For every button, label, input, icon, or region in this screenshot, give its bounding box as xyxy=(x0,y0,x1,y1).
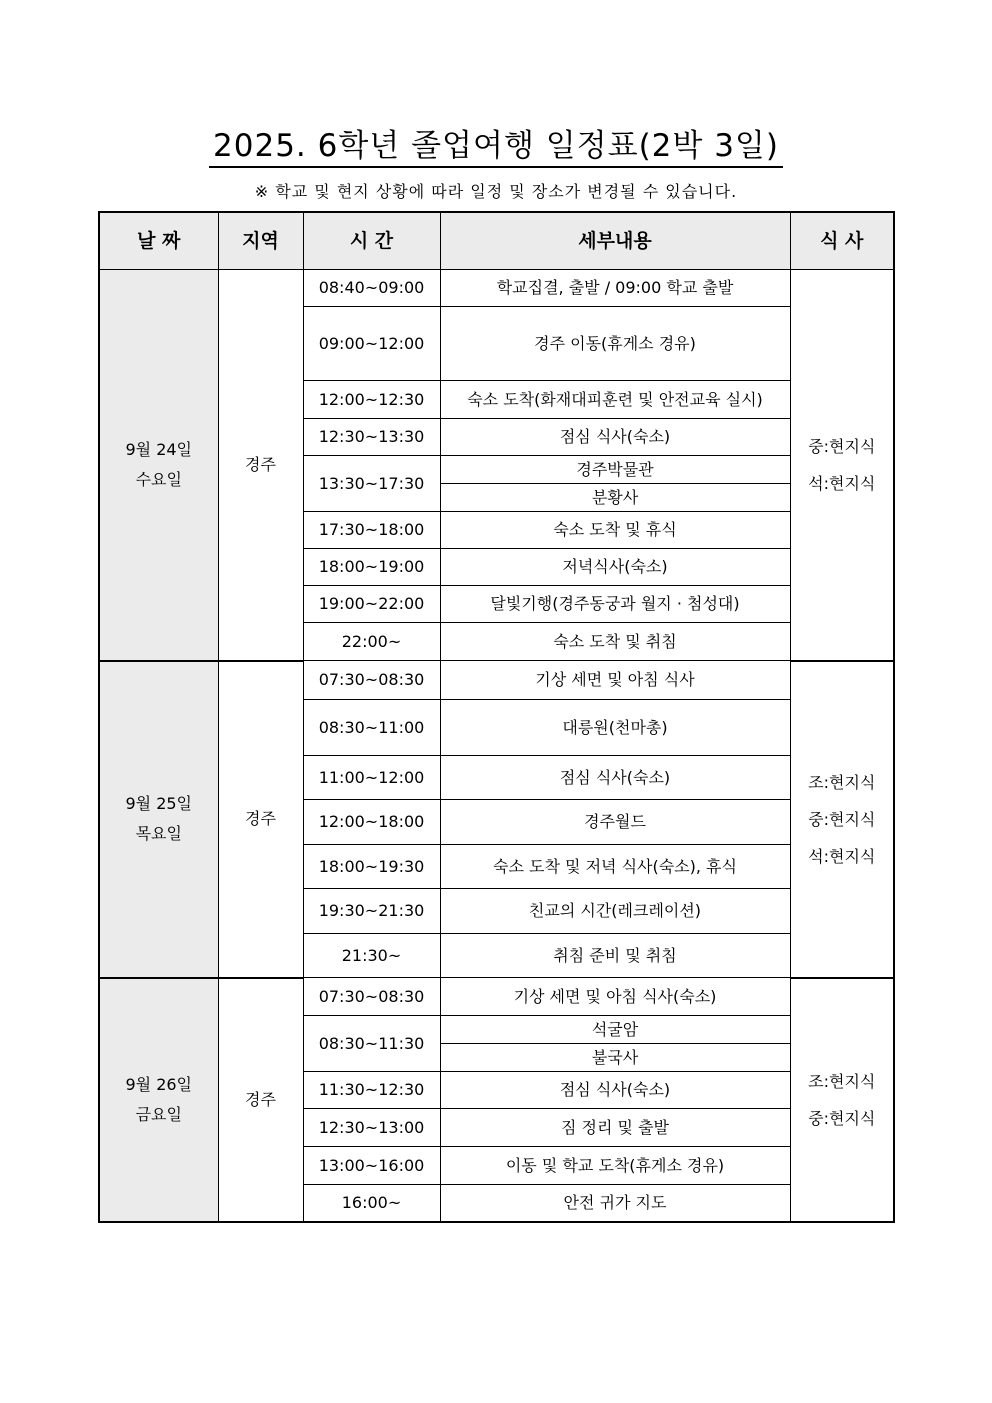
date-text: 9월 24일 xyxy=(125,439,193,459)
time-cell: 07:30~08:30 xyxy=(303,661,440,700)
schedule-body xyxy=(99,270,894,1222)
time-cell: 08:30~11:30 xyxy=(303,1016,440,1072)
activity-cell: 숙소 도착(화재대피훈련 및 안전교육 실시) xyxy=(440,381,790,419)
time-cell: 18:00~19:30 xyxy=(303,845,440,889)
header-row xyxy=(99,212,894,270)
date-cell xyxy=(99,978,218,1222)
activity-cell: 경주 이동(휴게소 경유) xyxy=(440,307,790,381)
time-cell: 12:30~13:30 xyxy=(303,419,440,456)
time-cell: 21:30~ xyxy=(303,934,440,978)
activity-cell: 달빛기행(경주동궁과 월지 · 첨성대) xyxy=(440,586,790,623)
date-text: 9월 26일 xyxy=(125,1074,193,1094)
time-cell: 22:00~ xyxy=(303,623,440,661)
time-cell: 18:00~19:00 xyxy=(303,549,440,586)
time-cell: 12:00~12:30 xyxy=(303,381,440,419)
date-text: 9월 25일 xyxy=(125,794,193,813)
meal-text: 중:현지식 xyxy=(808,809,876,829)
activity-cell: 대릉원(천마총) xyxy=(440,700,790,756)
time-cell: 12:00~18:00 xyxy=(303,800,440,845)
region-cell: 경주 xyxy=(218,661,303,978)
weekday-text: 수요일 xyxy=(135,469,182,489)
header-time: 시 간 xyxy=(303,212,440,270)
time-cell: 16:00~ xyxy=(303,1185,440,1222)
activity-cell: 불국사 xyxy=(440,1044,790,1072)
activity-cell: 안전 귀가 지도 xyxy=(440,1185,790,1222)
time-cell: 09:00~12:00 xyxy=(303,307,440,381)
activity-cell: 점심 식사(숙소) xyxy=(440,756,790,800)
header-date: 날 짜 xyxy=(99,212,218,270)
header-region: 지역 xyxy=(218,212,303,270)
weekday-text: 금요일 xyxy=(135,1104,182,1124)
meal-cell xyxy=(790,661,894,978)
activity-cell: 경주월드 xyxy=(440,800,790,845)
meal-text: 중:현지식 xyxy=(808,436,876,456)
activity-cell: 숙소 도착 및 취침 xyxy=(440,623,790,661)
activity-cell: 숙소 도착 및 저녁 식사(숙소), 휴식 xyxy=(440,845,790,889)
activity-cell: 점심 식사(숙소) xyxy=(440,419,790,456)
time-cell: 08:30~11:00 xyxy=(303,700,440,756)
region-cell: 경주 xyxy=(218,978,303,1222)
meal-cell xyxy=(790,270,894,661)
activity-cell: 친교의 시간(레크레이션) xyxy=(440,889,790,934)
meal-text: 중:현지식 xyxy=(808,1108,876,1128)
date-cell xyxy=(99,270,218,661)
time-cell: 13:00~16:00 xyxy=(303,1147,440,1185)
header-meal: 식 사 xyxy=(790,212,894,270)
activity-cell: 점심 식사(숙소) xyxy=(440,1072,790,1109)
activity-cell: 분황사 xyxy=(440,484,790,512)
activity-cell: 저녁식사(숙소) xyxy=(440,549,790,586)
activity-cell: 기상 세면 및 아침 식사(숙소) xyxy=(440,978,790,1016)
time-cell: 19:30~21:30 xyxy=(303,889,440,934)
activity-cell: 짐 정리 및 출발 xyxy=(440,1109,790,1147)
meal-text: 석:현지식 xyxy=(808,846,876,866)
meal-text: 조:현지식 xyxy=(808,772,876,792)
region-cell: 경주 xyxy=(218,270,303,661)
activity-cell: 학교집결, 출발 / 09:00 학교 출발 xyxy=(440,270,790,307)
time-cell: 11:30~12:30 xyxy=(303,1072,440,1109)
time-cell: 08:40~09:00 xyxy=(303,270,440,307)
table-row xyxy=(99,978,894,1016)
header-detail: 세부내용 xyxy=(440,212,790,270)
time-cell: 17:30~18:00 xyxy=(303,512,440,549)
activity-cell: 기상 세면 및 아침 식사 xyxy=(440,661,790,700)
notice-text: ※ 학교 및 현지 상황에 따라 일정 및 장소가 변경될 수 있습니다. xyxy=(254,182,738,201)
weekday-text: 목요일 xyxy=(135,824,182,843)
activity-cell: 취침 준비 및 취침 xyxy=(440,934,790,978)
activity-cell: 이동 및 학교 도착(휴게소 경유) xyxy=(440,1147,790,1185)
time-cell: 19:00~22:00 xyxy=(303,586,440,623)
date-cell xyxy=(99,661,218,978)
meal-cell xyxy=(790,978,894,1222)
activity-cell: 석굴암 xyxy=(440,1016,790,1044)
time-cell: 13:30~17:30 xyxy=(303,456,440,512)
table-row xyxy=(99,270,894,307)
time-cell: 11:00~12:00 xyxy=(303,756,440,800)
meal-text: 조:현지식 xyxy=(808,1071,876,1091)
schedule-table xyxy=(98,211,895,1223)
table-row xyxy=(99,661,894,700)
time-cell: 12:30~13:00 xyxy=(303,1109,440,1147)
activity-cell: 경주박물관 xyxy=(440,456,790,484)
meal-text: 석:현지식 xyxy=(808,473,876,493)
activity-cell: 숙소 도착 및 휴식 xyxy=(440,512,790,549)
time-cell: 07:30~08:30 xyxy=(303,978,440,1016)
page-title: 2025. 6학년 졸업여행 일정표(2박 3일) xyxy=(0,120,992,165)
